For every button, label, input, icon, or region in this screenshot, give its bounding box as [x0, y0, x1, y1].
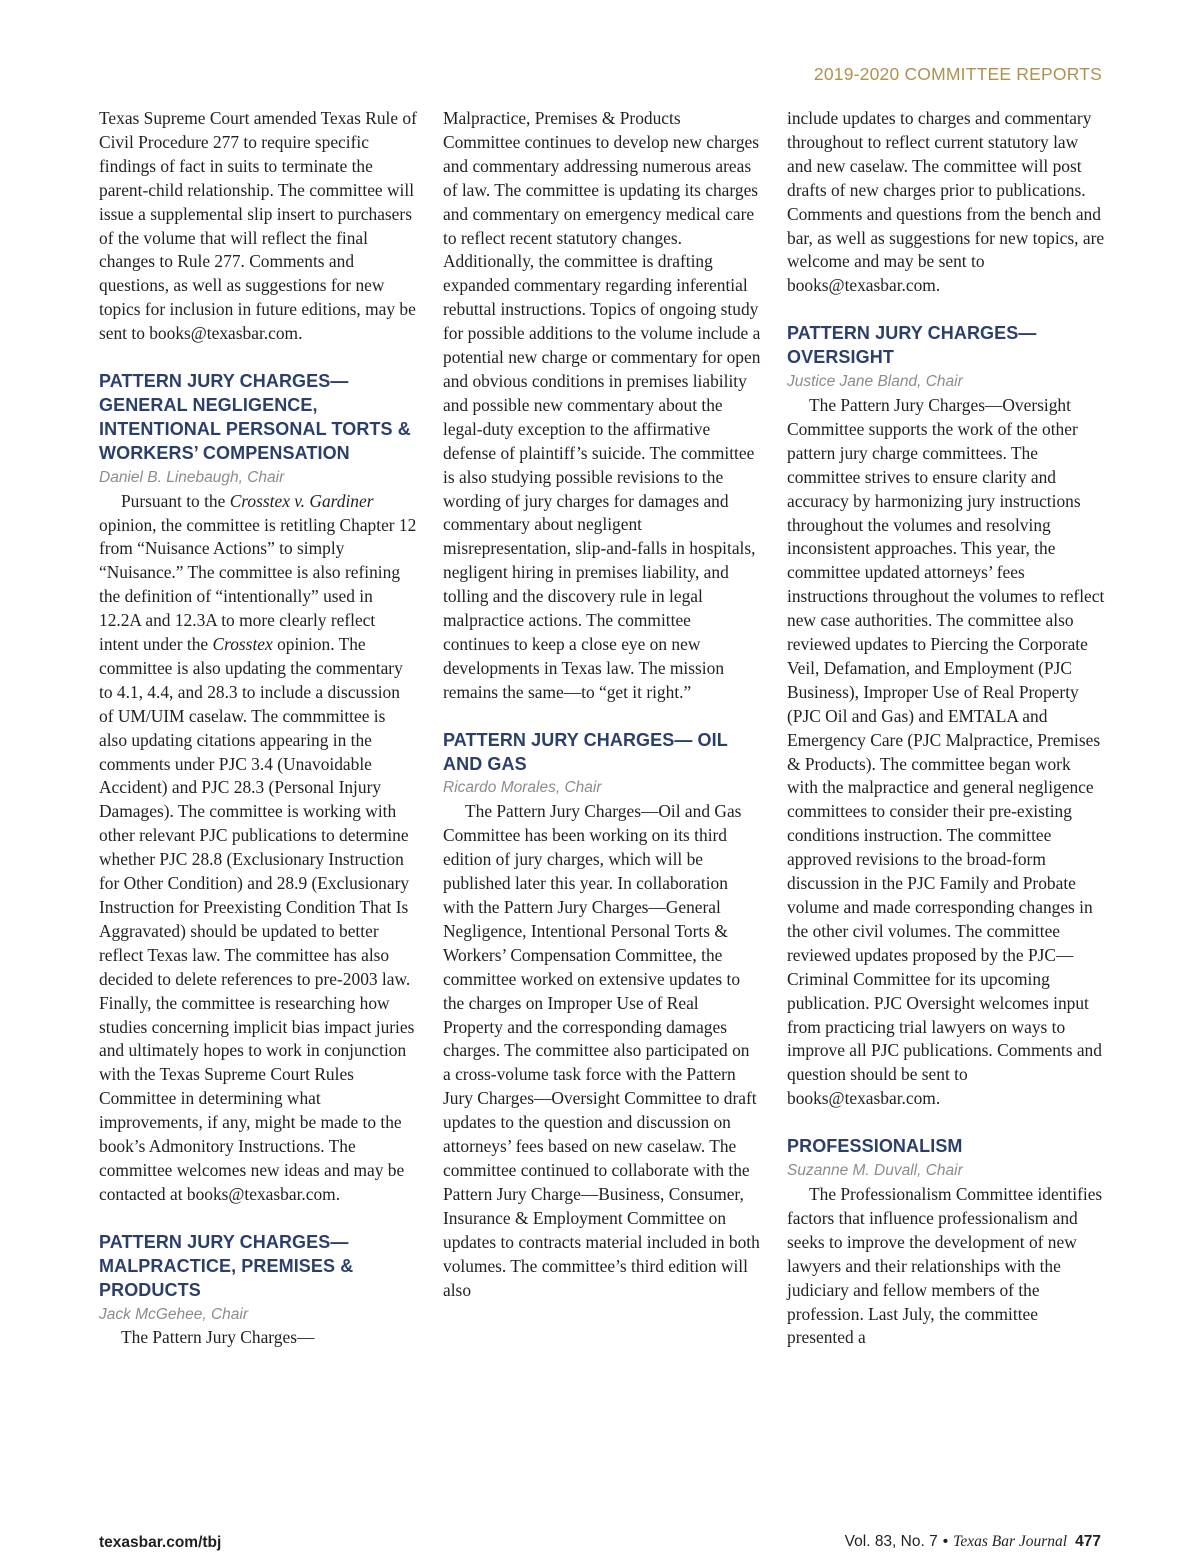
case-name: Crosstex v. Gardiner [229, 490, 374, 511]
section-chair: Suzanne M. Duvall, Chair [787, 1162, 963, 1180]
section-heading: PATTERN JURY CHARGES— OIL AND GAS [443, 729, 728, 774]
section-chair: Daniel B. Linebaugh, Chair [99, 468, 285, 486]
paragraph: The Pattern Jury Charges—Oversight Committee supports the work of the other pattern jury charge committees. The committee strives to ensure clarity and accuracy by harmonizing jury instructions throughout the volumes and resolving inconsistent approaches. This year, the committee updated attorneys’ fees instructions throughout the volumes to reflect new case authorities. The committee also reviewed updates to Piercing the Corporate Veil, Defamation, and Employment (PJC Business), Improper Use of Real Property (PJC Oil and Gas) and EMTALA and Emergency Care (PJC Malpractice, Premises & Products). The committee began work with the malpractice and general negligence committees to consider their pre-existing conditions instruction. The committee approved revisions to the broad-form discussion in the PJC Family and Probate volume and made corresponding changes in the other civil volumes. The committee reviewed updates proposed by the PJC—Criminal Committee for its upcoming publication. PJC Oversight welcomes input from practicing trial lawyers on ways to improve all PJC publications. Comments and question should be sent to books@texasbar.com. [787, 394, 1105, 1109]
footer-url: texasbar.com/tbj [99, 1534, 222, 1551]
journal-title: Texas Bar Journal [953, 1533, 1068, 1550]
section-heading: PROFESSIONALISM [787, 1136, 963, 1157]
section-malpractice [99, 1231, 417, 1351]
column-1 [99, 107, 417, 1350]
paragraph: The Pattern Jury Charges— [121, 1327, 315, 1348]
section-heading: PATTERN JURY CHARGES— GENERAL NEGLIGENCE, INTENTIONAL PERSONAL TORTS & WORKERS’ COMPENSATION [99, 371, 411, 463]
volume-number: Vol. 83, No. 7 [844, 1533, 938, 1550]
section-heading: PATTERN JURY CHARGES— OVERSIGHT [787, 323, 1037, 368]
column-2 [443, 107, 761, 1302]
section-chair: Jack McGehee, Chair [99, 1305, 249, 1323]
section-general-negligence [99, 370, 417, 1207]
paragraph: The Pattern Jury Charges—Oil and Gas Committee has been working on its third edition of jury charges, which will be published later this year. In collaboration with the Pattern Jury Charges—General Negligence, Intentional Personal Torts & Workers’ Compensation Committee, the committee worked on extensive updates to the charges on Improper Use of Real Property and the corresponding damages charges. The committee also participated on a cross-volume task force with the Pattern Jury Charges—Oversight Committee to draft updates to the question and discussion on attorneys’ fees based on new caselaw. The committee continued to collaborate with the Pattern Jury Charge—Business, Consumer, Insurance & Employment Committee on updates to contracts material included in both volumes. The committee’s third edition will also [443, 801, 760, 1300]
footer-citation [845, 1533, 1101, 1551]
page-number: 477 [1075, 1533, 1101, 1550]
paragraph: The Professionalism Committee identifies factors that influence professionalism and seeks to improve the development of new lawyers and their relationships with the judiciary and fellow members of the profession. Last July, the committee presented a [787, 1183, 1103, 1348]
section-chair: Justice Jane Bland, Chair [787, 373, 963, 391]
paragraph: Malpractice, Premises & Products Committee continues to develop new charges and commentary addressing numerous areas of law. The committee is updating its charges and commentary on emergency medical care to reflect recent statutory changes. Additionally, the committee is drafting expanded commentary regarding inferential rebuttal instructions. Topics of ongoing study for possible additions to the volume include a potential new charge or commentary for open and obvious conditions in premises liability and possible new commentary about the legal-duty exception to the affirmative defense of plaintiff’s suicide. The committee is also studying possible revisions to the wording of jury charges for damages and commentary about negligent misrepresentation, slip-and-falls in hospitals, negligent hiring in premises liability, and tolling and the discovery rule in legal malpractice actions. The committee continues to keep a close eye on new developments in Texas law. The mission remains the same—to “get it right.” [443, 108, 761, 702]
paragraph: Texas Supreme Court amended Texas Rule of Civil Procedure 277 to require specific findings of fact in suits to terminate the parent-child relationship. The committee will issue a supplemental slip insert to purchasers of the volume that will reflect the final changes to Rule 277. Comments and questions, as well as suggestions for new topics for inclusion in future editions, may be sent to books@texasbar.com. [99, 108, 417, 344]
running-header: 2019-2020 COMMITTEE REPORTS [813, 64, 1102, 84]
column-3 [787, 107, 1105, 1350]
paragraph: Pursuant to the Crosstex v. Gardiner opinion, the committee is retitling Chapter 12 from “Nuisance Actions” to simply “Nuisance.” The committee is also refining the definition of “intentionally” used in 12.2A and 12.3A to more clearly reflect intent under the Crosstex opinion. The committee is also updating the commentary to 4.1, 4.4, and 28.3 to include a discussion of UM/UIM caselaw. The commmittee is also updating citations appearing in the comments under PJC 3.4 (Unavoidable Accident) and PJC 28.3 (Personal Injury Damages). The committee is working with other relevant PJC publications to determine whether PJC 28.8 (Exclusionary Instruction for Other Condition) and 28.9 (Exclusionary Instruction for Preexisting Condition That Is Aggravated) should be updated to better reflect Texas law. The committee has also decided to delete references to pre-2003 law. Finally, the committee is researching how studies concerning implicit bias impact juries and ultimately hopes to work in conjunction with the Texas Supreme Court Rules Committee in determining what improvements, if any, might be made to the book’s Admonitory Instructions. The committee welcomes new ideas and may be contacted at books@texasbar.com. [99, 490, 417, 1204]
section-oil-and-gas [443, 729, 761, 1303]
case-name: Crosstex [212, 634, 273, 655]
section-heading: PATTERN JURY CHARGES— MALPRACTICE, PREMISES & PRODUCTS [99, 1231, 354, 1300]
bullet-separator: • [942, 1533, 949, 1550]
section-chair: Ricardo Morales, Chair [443, 779, 602, 797]
paragraph: include updates to charges and commentary throughout to reflect current statutory law and new caselaw. The committee will post drafts of new charges prior to publications. Comments and questions from the bench and bar, as well as suggestions for new topics, are welcome and may be sent to books@texasbar.com. [787, 108, 1105, 296]
section-oversight [787, 322, 1105, 1111]
section-professionalism [787, 1135, 1105, 1350]
